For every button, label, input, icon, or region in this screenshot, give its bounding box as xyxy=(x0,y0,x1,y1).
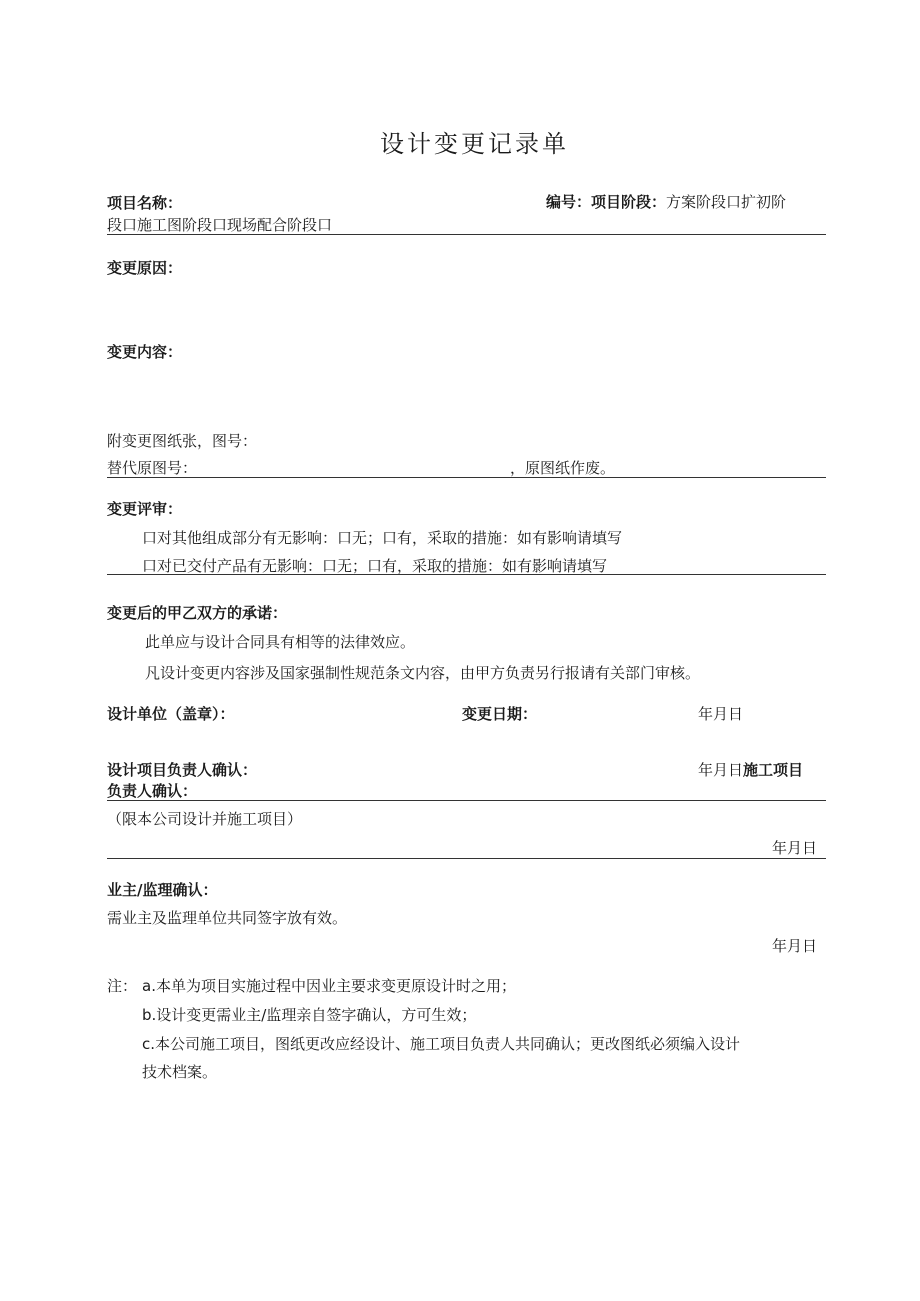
divider xyxy=(107,234,826,235)
change-reason-label: 变更原因： xyxy=(107,259,183,277)
note-a: a.本单为项目实施过程中因业主要求变更原设计时之用； xyxy=(142,977,516,995)
divider xyxy=(107,574,826,575)
attached-drawings: 附变更图纸张，图号： xyxy=(107,432,258,450)
review-item-1: 口对其他组成部分有无影响：口无；口有，采取的措施：如有影响请填写 xyxy=(142,529,623,547)
stage-options-line1: 方案阶段口扩初阶 xyxy=(666,193,787,211)
construction-label-part2: 负责人确认： xyxy=(107,782,198,800)
divider xyxy=(107,800,826,801)
change-content-label: 变更内容： xyxy=(107,343,183,361)
note-b: b.设计变更需业主/监理亲自签字确认，方可生效； xyxy=(142,1006,477,1024)
commitment-line-1: 此单应与设计合同具有相等的法律效应。 xyxy=(145,633,416,651)
change-date-value: 年月日 xyxy=(698,705,744,723)
construction-note: （限本公司设计并施工项目） xyxy=(107,810,303,828)
owner-label: 业主/监理确认： xyxy=(107,881,218,899)
stage-options-line2: 段口施工图阶段口现场配合阶段口 xyxy=(107,216,333,234)
change-date-label: 变更日期： xyxy=(462,705,538,723)
divider xyxy=(107,477,826,478)
review-label: 变更评审： xyxy=(107,500,183,518)
owner-date: 年月日 xyxy=(772,937,818,955)
page-title: 设计变更记录单 xyxy=(380,130,569,158)
void-text: ，原图纸作废。 xyxy=(510,459,616,477)
number-stage-row xyxy=(546,191,786,212)
note-c-line2: 技术档案。 xyxy=(142,1063,218,1081)
commitment-line-2: 凡设计变更内容涉及国家强制性规范条文内容，由甲方负责另行报请有关部门审核。 xyxy=(145,664,701,682)
replace-drawings: 替代原图号： xyxy=(107,459,198,477)
owner-text: 需业主及监理单位共同签字放有效。 xyxy=(107,909,348,927)
notes-prefix: 注： xyxy=(107,977,138,995)
divider xyxy=(107,858,826,859)
design-lead-date-row xyxy=(698,759,803,780)
construction-date: 年月日 xyxy=(772,839,818,857)
stage-label: 项目阶段： xyxy=(591,193,667,211)
design-lead-date: 年月日 xyxy=(698,761,744,779)
construction-label-part1: 施工项目 xyxy=(743,761,804,779)
commitment-label: 变更后的甲乙双方的承诺： xyxy=(107,604,288,622)
note-c-line1: c.本公司施工项目，图纸更改应经设计、施工项目负责人共同确认；更改图纸必须编入设计 xyxy=(142,1035,741,1053)
project-name-label: 项目名称： xyxy=(107,194,183,212)
design-unit-label: 设计单位（盖章）： xyxy=(107,705,235,723)
review-item-2: 口对已交付产品有无影响：口无；口有，采取的措施：如有影响请填写 xyxy=(142,557,608,575)
number-label: 编号： xyxy=(546,193,592,211)
design-lead-label: 设计项目负责人确认： xyxy=(107,761,258,779)
